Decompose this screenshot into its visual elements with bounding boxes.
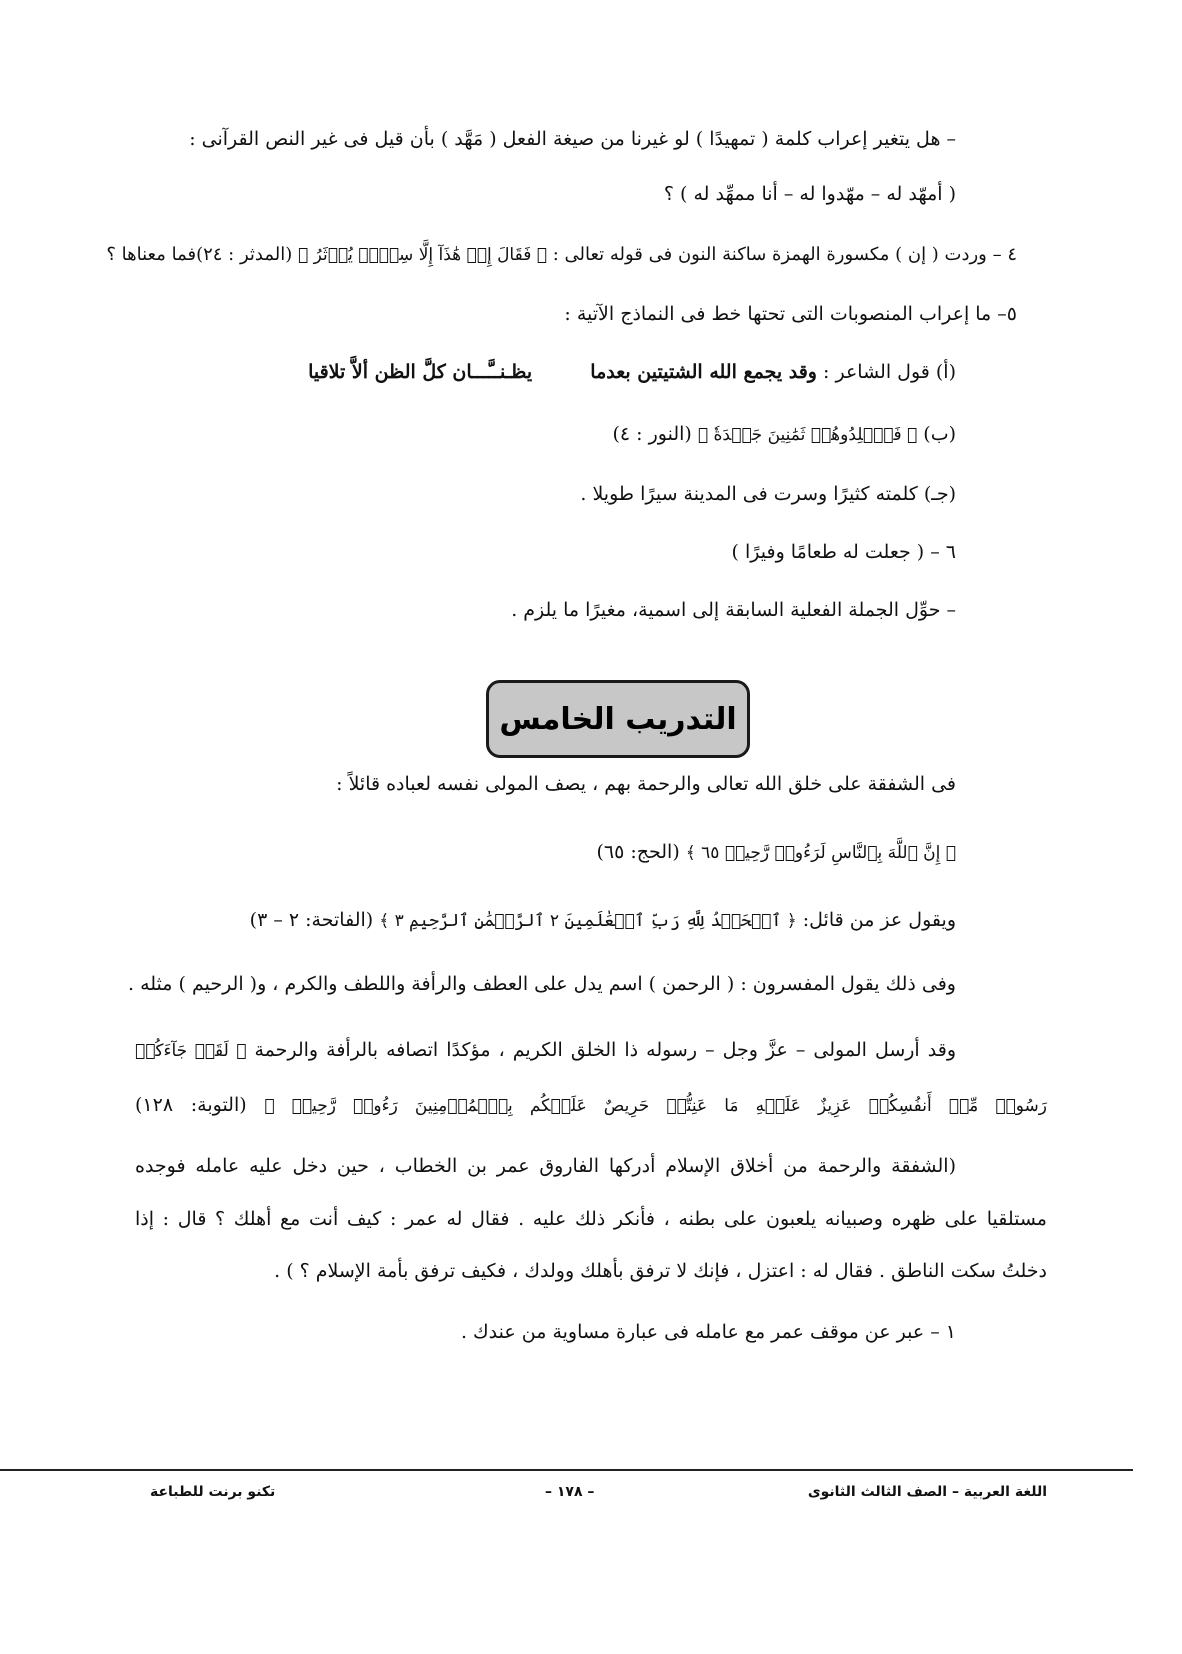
tawba-line-1: وقد أرسل المولى – عزَّ وجل – رسوله ذا الخلق الكريم ، مؤكدًا اتصافه بالرأفة والرحمة ﴿ لَقَدۡ جَآءَكُمۡ (135, 1039, 956, 1061)
quran-verse-hajj: ﴿ إِنَّ ٱللَّهَ بِٱلنَّاسِ لَرَءُوفٞ رَّحِيمٞ ٦٥ ﴾ (685, 843, 956, 863)
quran-verse-tawba-start: ﴿ لَقَدۡ جَآءَكُمۡ (135, 1041, 247, 1061)
intro-line: فى الشفقة على خلق الله تعالى والرحمة بهم ، يصف المولى نفسه لعباده قائلاً : (336, 773, 956, 795)
story-paragraph-line-3: دخلتُ سكت الناطق . فقال له : اعتزل ، فإنك لا ترفق بأهلك وولدك ، فكيف ترفق بأمة الإسلام ؟ ) . (274, 1260, 1047, 1282)
quran-verse-muddaththir: ﴿ فَقَالَ إِنۡ هَٰذَآ إِلَّا سِحۡرٞ يُؤۡثَرُ ﴾ (298, 245, 547, 265)
question-line-2: ( أمهّد له – مهّدوا له – أنا ممهِّد له ) ؟ (663, 183, 956, 205)
poem-hemistich-2: يظـنــَّـــان كلَّ الظن ألاَّ تلاقيا (308, 361, 533, 383)
footer-divider (0, 1469, 1133, 1471)
quran-verse-tawba-end: رَسُولٞ مِّنۡ أَنفُسِكُمۡ عَزِيزٌ عَلَيۡهِ مَا عَنِتُّمۡ حَرِيصٌ عَلَيۡكُم بِٱلۡمُؤۡمِنِينَ رَءُوفٞ رَّحِيمٞ ﴾ (264, 1096, 1047, 1116)
footer-book-title: اللغة العربية – الصف الثالث الثانوى (807, 1484, 1047, 1500)
question-5-c: (جـ) كلمته كثيرًا وسرت فى المدينة سيرًا طويلا . (580, 483, 956, 505)
mufassirun-line: وفى ذلك يقول المفسرون : ( الرحمن ) اسم يدل على العطف والرأفة واللطف والكرم ، و( الرحيم ) مثله . (127, 973, 956, 995)
question-line-1: – هل يتغير إعراب كلمة ( تمهيدًا ) لو غيرنا من صيغة الفعل ( مَهَّد ) بأن قيل فى غير النص القرآنى : (189, 128, 956, 150)
tawba-line-2: رَسُولٞ مِّنۡ أَنفُسِكُمۡ عَزِيزٌ عَلَيۡهِ مَا عَنِتُّمۡ حَرِيصٌ عَلَيۡكُم بِٱلۡمُؤۡمِنِينَ رَءُوفٞ رَّحِيمٞ ﴾ (التوبة: ١٢٨) (135, 1094, 1047, 1116)
question-1: ١ – عبر عن موقف عمر مع عامله فى عبارة مساوية من عندك . (460, 1321, 956, 1343)
footer-publisher: تكنو برنت للطباعة (150, 1484, 276, 1500)
quran-verse-fatiha: ﴿ ٱلۡحَمۡدُ لِلَّهِ رَبِّ ٱلۡعَٰلَمِينَ ٢ ٱلرَّحۡمَٰنِ ٱلرَّحِيمِ ٣ ﴾ (379, 911, 797, 931)
question-6-task: – حوِّل الجملة الفعلية السابقة إلى اسمية، مغيرًا ما يلزم . (511, 599, 956, 621)
section-title-box (486, 680, 750, 758)
question-6: ٦ – ( جعلت له طعامًا وفيرًا ) (731, 541, 956, 563)
question-5-b: (ب) ﴿ فَٱجۡلِدُوهُمۡ ثَمَٰنِينَ جَلۡدَةٗ ﴾ (النور : ٤) (612, 423, 956, 445)
section-title: التدريب الخامس (499, 701, 737, 737)
story-paragraph-line-1: (الشفقة والرحمة من أخلاق الإسلام أدركها الفاروق عمر بن الخطاب ، حين دخل عليه عامله فوجده (135, 1155, 956, 1177)
story-paragraph-line-2: مستلقيا على ظهره وصبيانه يلعبون على بطنه ، فأنكر ذلك عليه . فقال له عمر : كيف أنت مع أهلك ؟ قال : إذا (135, 1208, 1047, 1230)
quran-verse-nur: ﴿ فَٱجۡلِدُوهُمۡ ثَمَٰنِينَ جَلۡدَةٗ ﴾ (697, 425, 918, 445)
quran-line-fatiha: ويقول عز من قائل: ﴿ ٱلۡحَمۡدُ لِلَّهِ رَبِّ ٱلۡعَٰلَمِينَ ٢ ٱلرَّحۡمَٰنِ ٱلرَّحِيمِ ٣ ﴾ (الفاتحة: ٢ – ٣) (249, 909, 956, 931)
question-5-a: (أ) قول الشاعر : وقد يجمع الله الشتيتين بعدما يظـنــَّـــان كلَّ الظن ألاَّ تلاقيا (308, 361, 956, 383)
poem-hemistich-1: وقد يجمع الله الشتيتين بعدما (590, 361, 817, 383)
question-5: ٥– ما إعراب المنصوبات التى تحتها خط فى النماذج الآتية : (564, 303, 1017, 325)
quran-line-hajj: ﴿ إِنَّ ٱللَّهَ بِٱلنَّاسِ لَرَءُوفٞ رَّحِيمٞ ٦٥ ﴾ (الحج: ٦٥) (596, 841, 956, 863)
page-number: – ١٧٨ – (545, 1484, 595, 1500)
question-4: ٤ – وردت ( إن ) مكسورة الهمزة ساكنة النون فى قوله تعالى : ﴿ فَقَالَ إِنۡ هَٰذَآ إِلَّا سِحۡرٞ يُؤۡثَرُ ﴾ (المدثر : ٢٤)فما معناها ؟ (106, 244, 1017, 265)
